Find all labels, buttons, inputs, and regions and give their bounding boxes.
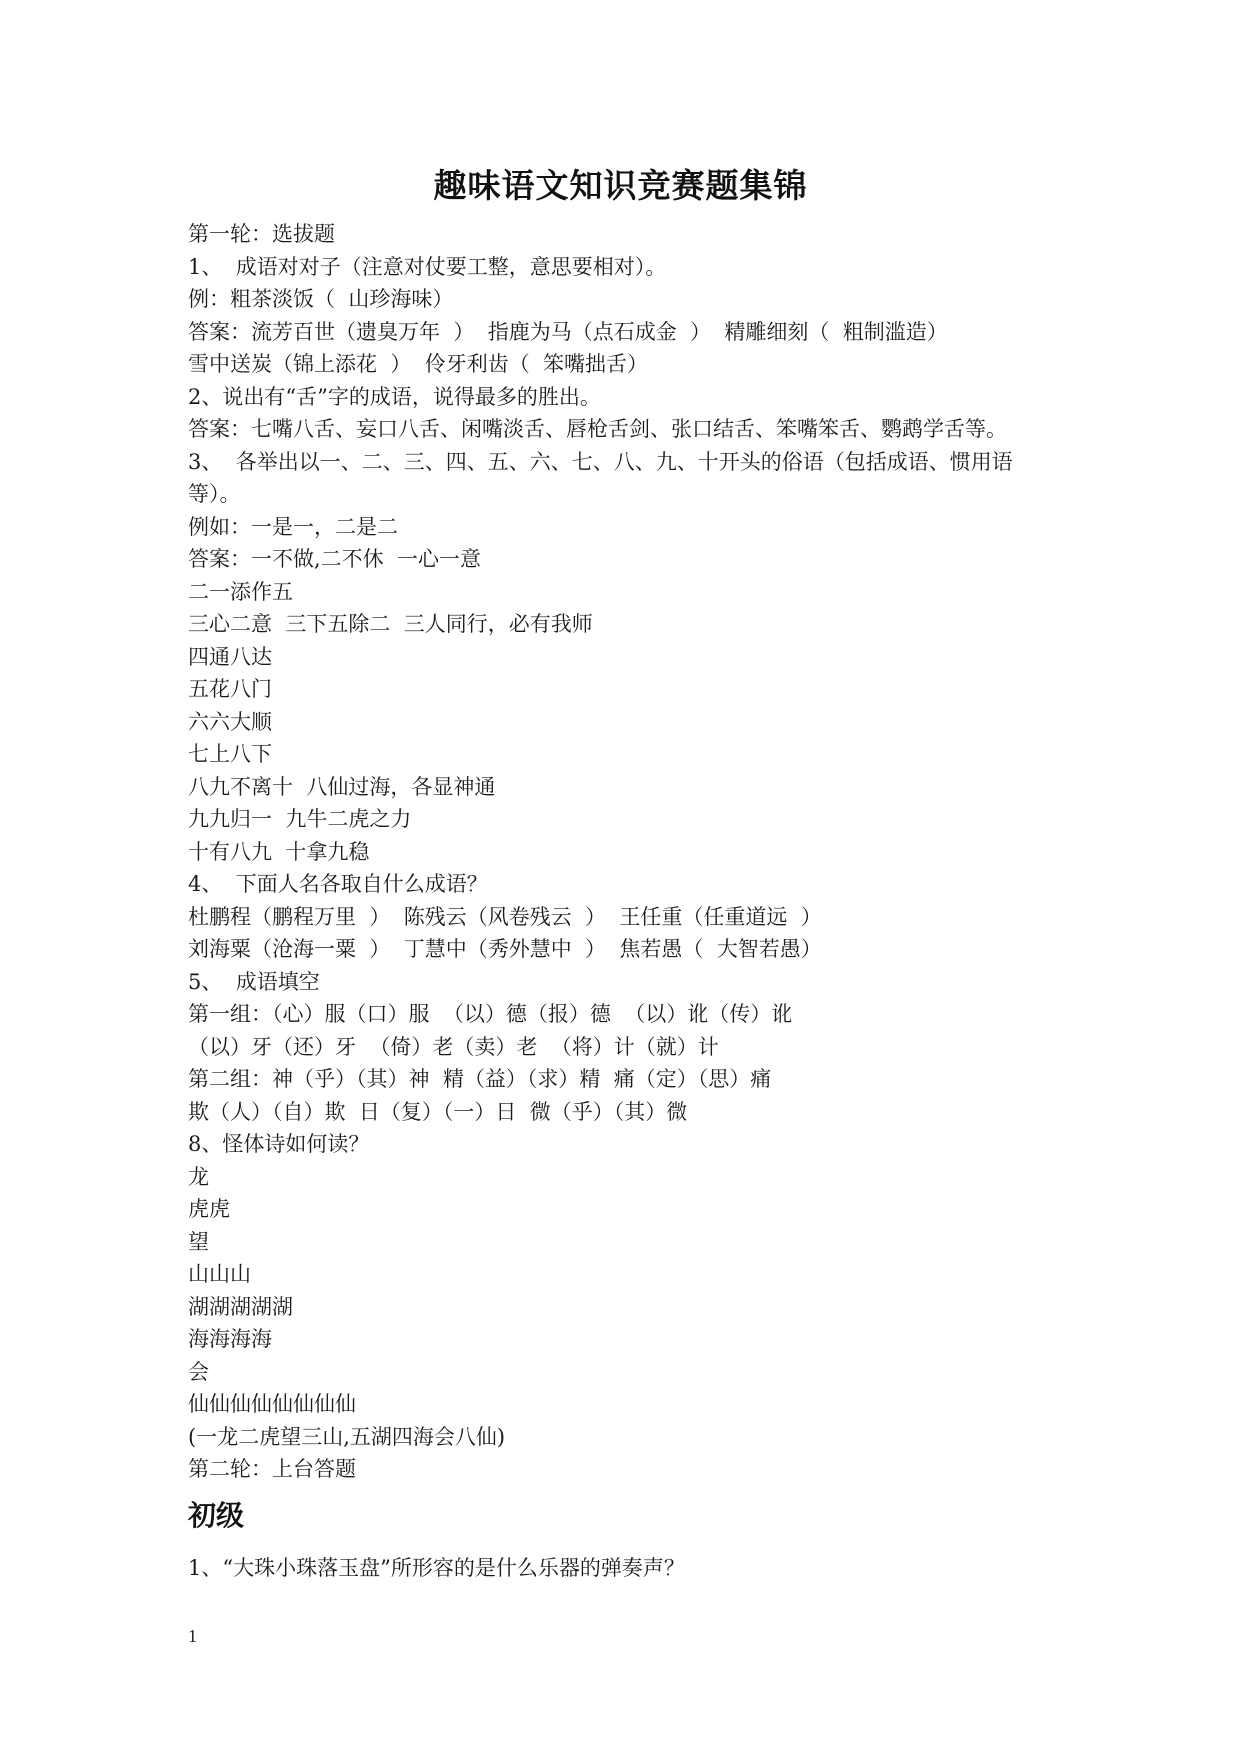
text-line: 第二组：神（乎）（其）神 精（益）（求）精 痛（定）（思）痛 (188, 1067, 772, 1091)
question-line: 1、“大珠小珠落玉盘”所形容的是什么乐器的弹奏声？ (188, 1556, 685, 1580)
text-line: 龙 (188, 1164, 209, 1189)
text-line: 第二轮：上台答题 (188, 1457, 356, 1481)
text-line: 刘海粟（沧海一粟 ） 丁慧中（秀外慧中 ） 焦若愚（ 大智若愚） (188, 937, 822, 961)
page-number: 1 (188, 1626, 197, 1646)
text-line: 4、 下面人名各取自什么成语？ (188, 872, 488, 896)
text-line: 七上八下 (188, 742, 272, 766)
text-line: 三心二意 三下五除二 三人同行，必有我师 (188, 612, 593, 636)
text-line: 1、 成语对对子（注意对仗要工整，意思要相对）。 (188, 254, 667, 279)
text-line: 八九不离十 八仙过海，各显神通 (188, 774, 496, 799)
text-line: 答案：七嘴八舌、妄口八舌、闲嘴淡舌、唇枪舌剑、张口结舌、笨嘴笨舌、鹦鹉学舌等。 (188, 417, 1007, 441)
text-line: 8、怪体诗如何读？ (188, 1132, 370, 1156)
text-line: 山山山 (188, 1262, 251, 1286)
text-line: 等）。 (188, 482, 241, 506)
text-line: 例：粗茶淡饭（ 山珍海味） (188, 287, 454, 311)
text-line: (一龙二虎望三山,五湖四海会八仙) (188, 1424, 506, 1449)
text-line: 2、说出有“舌”字的成语，说得最多的胜出。 (188, 384, 601, 409)
text-line: 会 (188, 1359, 209, 1384)
text-line: 杜鹏程（鹏程万里 ） 陈残云（风卷残云 ） 王任重（任重道远 ） (188, 904, 822, 929)
text-line: 仙仙仙仙仙仙仙仙 (188, 1392, 356, 1416)
text-line: 望 (188, 1229, 209, 1254)
text-line: 十有八九 十拿九稳 (188, 839, 370, 864)
text-line: 欺（人）（自）欺 日（复）（一）日 微（乎）（其）微 (188, 1099, 688, 1124)
text-line: 二一添作五 (188, 579, 293, 604)
text-line: 5、 成语填空 (188, 969, 320, 994)
section-heading: 初级 (188, 1499, 245, 1532)
text-line: 海海海海 (188, 1327, 272, 1351)
document-body (188, 218, 1068, 1486)
text-line: 第一组：（心）服（口）服 （以）德（报）德 （以）讹（传）讹 (188, 1002, 793, 1026)
text-line: 雪中送炭（锦上添花 ） 伶牙利齿（ 笨嘴拙舌） (188, 352, 649, 376)
text-line: （以）牙（还）牙 （倚）老（卖）老 （将）计（就）计 (188, 1034, 719, 1059)
text-line: 第一轮：选拔题 (188, 222, 335, 246)
text-line: 虎虎 (188, 1197, 230, 1221)
text-line: 九九归一 九牛二虎之力 (188, 807, 412, 831)
text-line: 湖湖湖湖湖 (188, 1294, 293, 1319)
text-line: 答案：流芳百世（遗臭万年 ） 指鹿为马（点石成金 ） 精雕细刻（ 粗制滥造） (188, 319, 948, 344)
text-line: 3、 各举出以一、二、三、四、五、六、七、八、九、十开头的俗语（包括成语、惯用语 (188, 449, 1013, 474)
text-line: 四通八达 (188, 644, 272, 669)
document-title: 趣味语文知识竞赛题集锦 (433, 166, 808, 205)
text-line: 五花八门 (188, 677, 272, 701)
text-line: 六六大顺 (188, 709, 272, 734)
text-line: 例如：一是一，二是二 (188, 514, 398, 539)
text-line: 答案：一不做,二不休 一心一意 (188, 547, 482, 571)
